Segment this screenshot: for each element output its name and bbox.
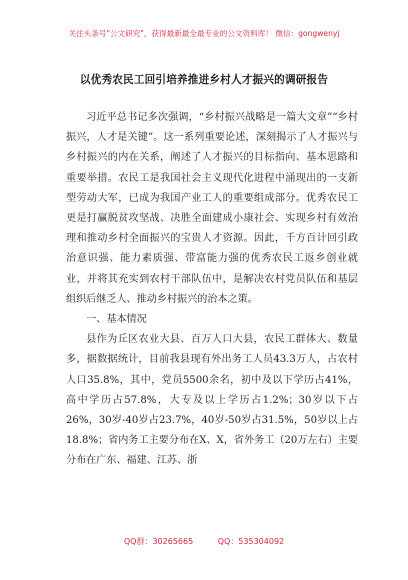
document-body xyxy=(66,108,358,472)
footer-qq-group: QQ群：30265665 xyxy=(123,537,194,546)
section-heading-basic-situation: 一、基本情况 xyxy=(86,314,147,326)
body-paragraph-intro: 习近平总书记多次强调，“乡村振兴战略是一篇大文章”“乡村振兴，人才是关键”。这一系列重要论述，深刻揭示了人才振兴与乡村振兴的内在关系，阐述了人才振兴的目标指向、基本思路和重要举措。农民工是我国社会主义现代化进程中涌现出的一支新型劳动大军，已成为我国产业工人的重要组成部分。优秀农民工更是打赢脱贫攻坚战、决胜全面建成小康社会、实现乡村有效治理和推动乡村全面振兴的宝贵人才资源。因此，千方百计回引政治意识强、能力素质强、带富能力强的优秀农民工返乡创业就业，并将其充实到农村干部队伍中，是解决农村党员队伍和基层组织后继乏人、推动乡村振兴的治本之策。 xyxy=(66,112,358,305)
footer-contact xyxy=(0,536,408,547)
body-paragraph-statistics: 县作为丘区农业大县、百万人口大县，农民工群体大、数量多，据数据统计，目前我县现有外出务工人员43.3万人，占农村人口35.8%，其中，党员5500余名，初中及以下学历占41%，高中学历占57.8%，大专及以上学历占1.2%；30岁以下占26%，30岁-40岁占23.7%，40岁-50岁占31.5%，50岁以上占18.8%；省内务工主要分布在X、X，省外务工（20万左右）主要分布在广东、福建、江苏、浙 xyxy=(66,334,358,467)
header-promo-note: 关注头条号"公文研究"，获得最新最全最专业的公文资料库！ 微信：gongwenyj xyxy=(68,29,340,38)
footer-qq-number: QQ：535304092 xyxy=(217,537,285,546)
document-title: 以优秀农民工回引培养推进乡村人才振兴的调研报告 xyxy=(79,74,329,86)
